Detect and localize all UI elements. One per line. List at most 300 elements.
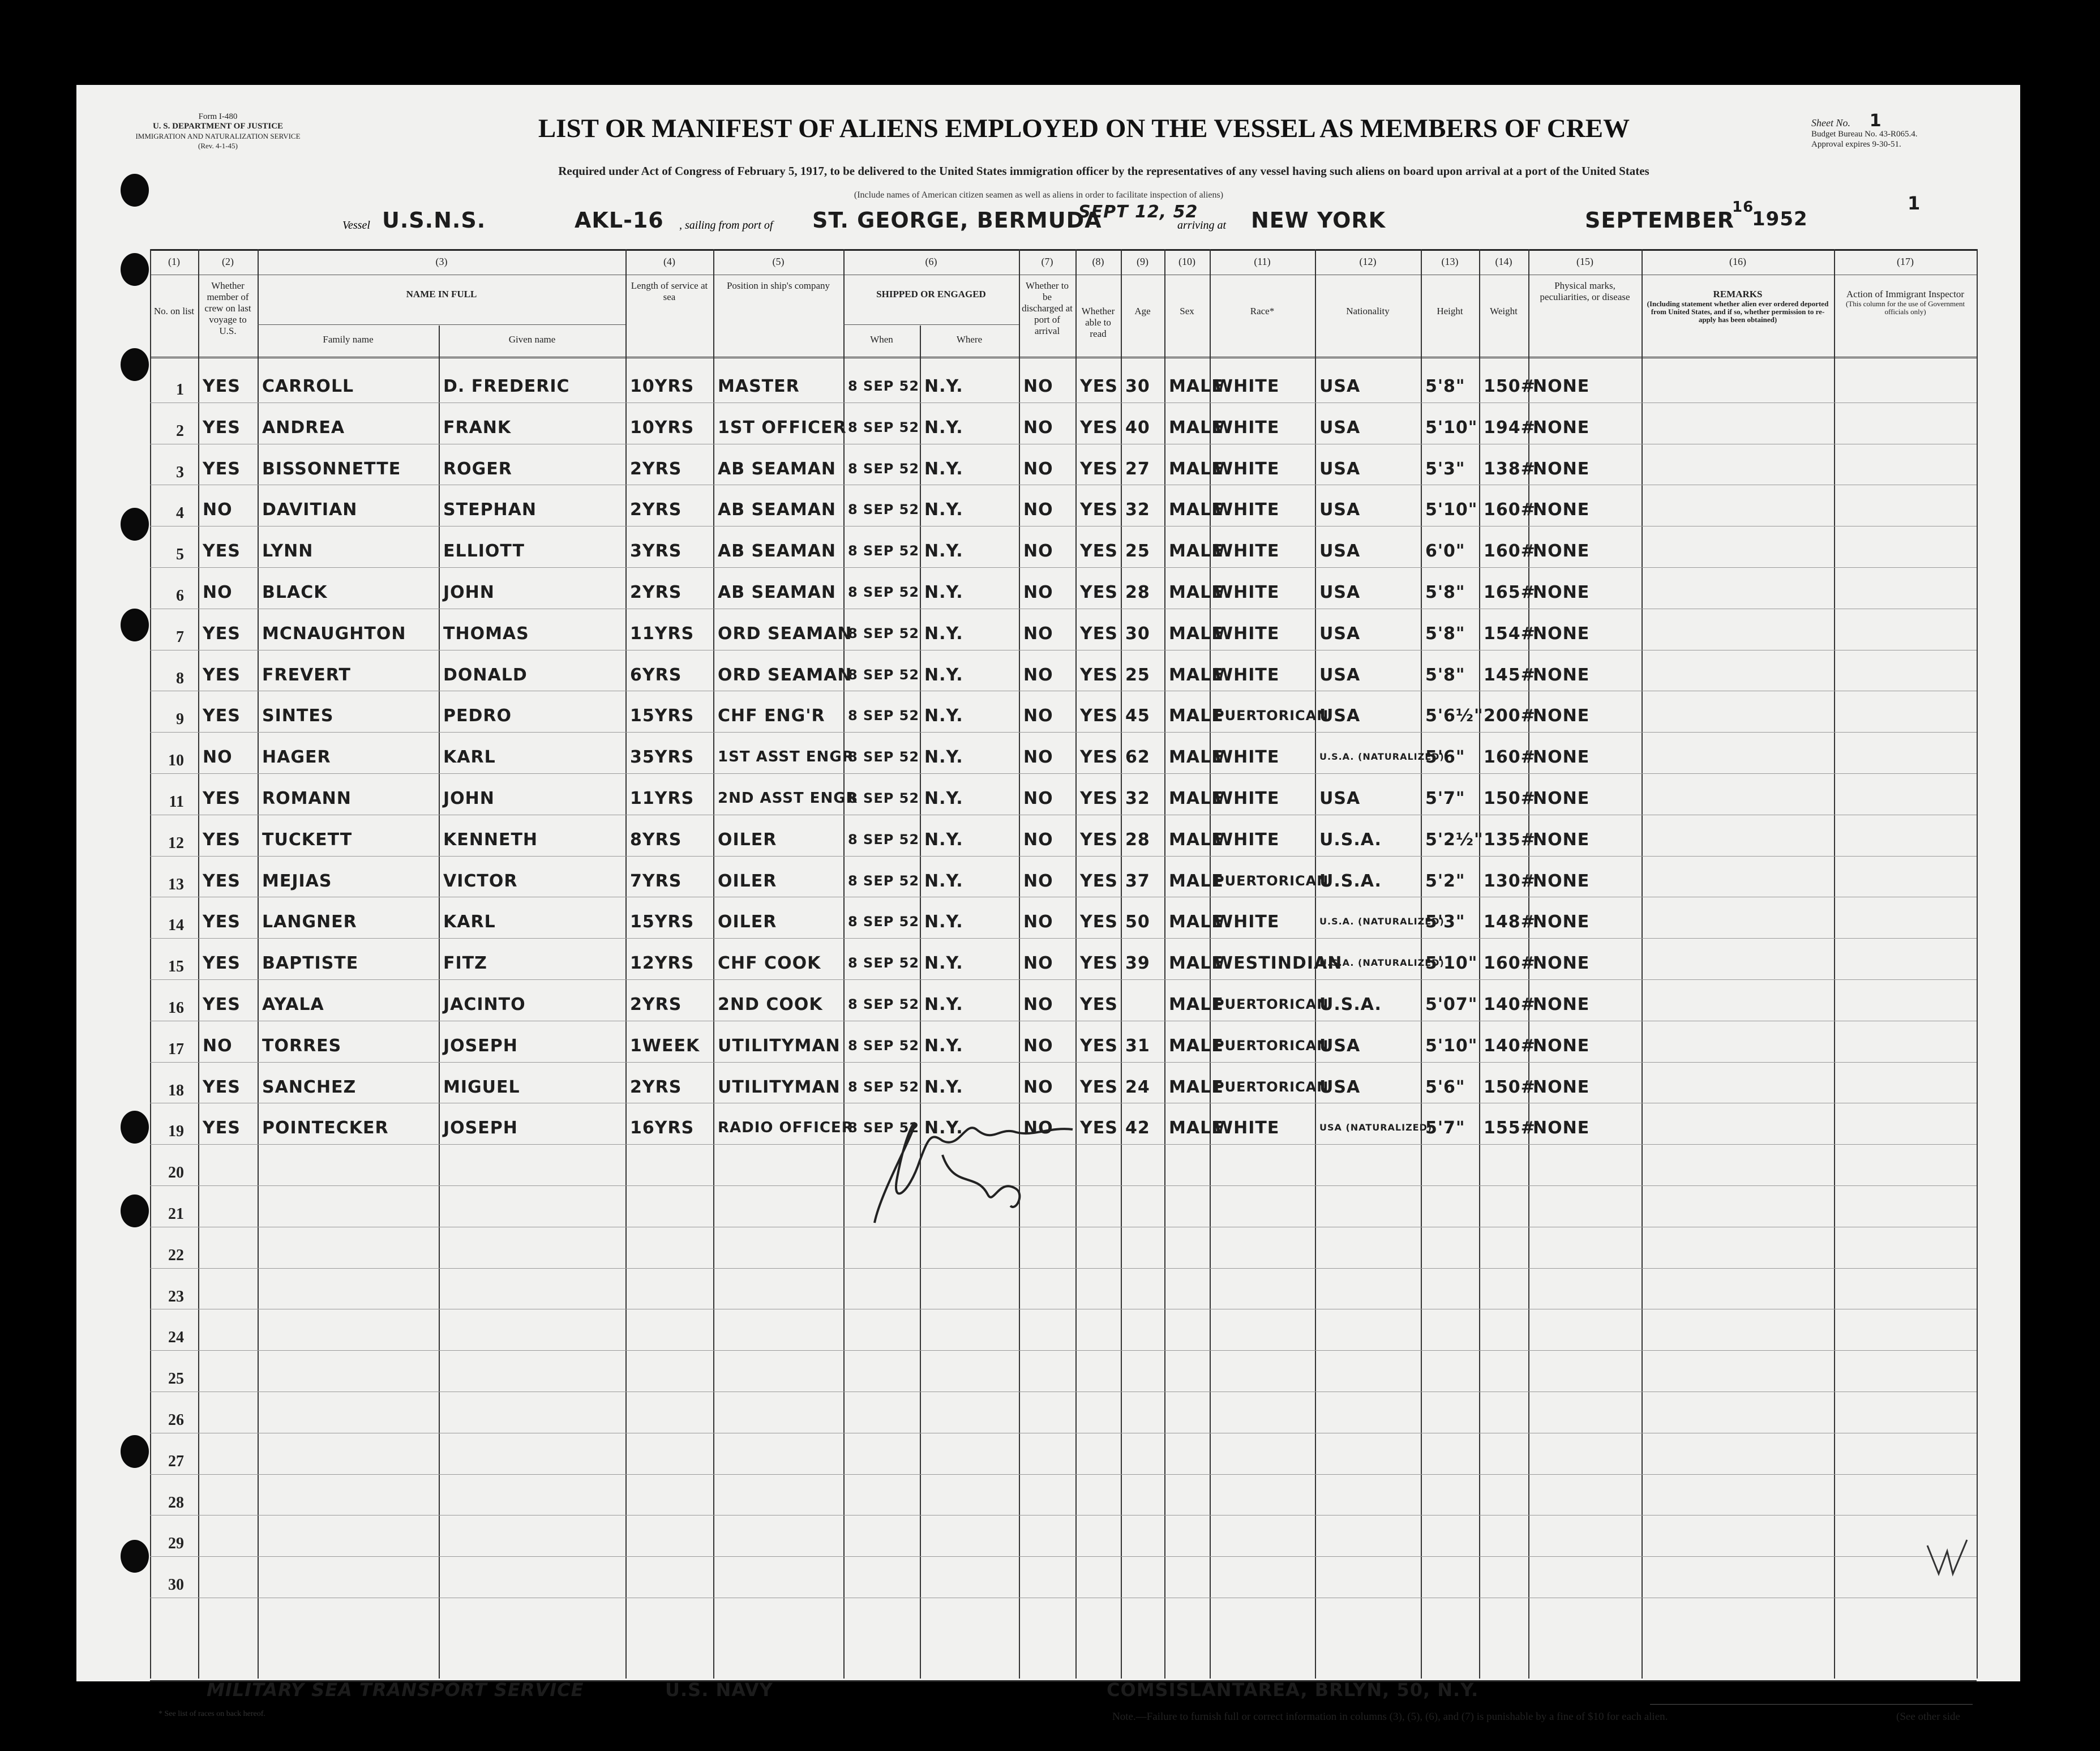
cell-crew: YES xyxy=(203,376,241,396)
cell-nat: USA xyxy=(1319,1077,1361,1097)
cell-given: THOMAS xyxy=(443,623,529,644)
punch-hole xyxy=(121,174,149,207)
cell-age: 45 xyxy=(1125,706,1150,726)
cell-sex: MALE xyxy=(1169,541,1224,562)
cell-height: 5'6" xyxy=(1425,747,1465,768)
cell-age: 32 xyxy=(1125,789,1150,808)
cell-position: RADIO OFFICER xyxy=(718,1119,854,1137)
cell-read: YES xyxy=(1080,541,1118,562)
cell-given: PEDRO xyxy=(443,706,512,726)
cell-position: UTILITYMAN xyxy=(718,1077,841,1097)
cell-where: N.Y. xyxy=(924,623,963,644)
cell-height: 5'10" xyxy=(1425,1035,1478,1056)
cell-when: 8 SEP 52 xyxy=(848,955,920,971)
cell-age: 62 xyxy=(1125,747,1150,768)
cell-read: YES xyxy=(1080,500,1118,520)
column-header: SHIPPED OR ENGAGED xyxy=(876,289,986,299)
cell-sex: MALE xyxy=(1169,500,1224,520)
cell-when: 8 SEP 52 xyxy=(848,708,920,724)
cell-service: 7YRS xyxy=(630,871,682,891)
column-number: (10) xyxy=(1178,256,1195,267)
cell-sex: MALE xyxy=(1169,1118,1224,1138)
owners: U.S. NAVY xyxy=(665,1679,773,1701)
column-header: Age xyxy=(1134,306,1151,316)
cell-position: ORD SEAMAN xyxy=(718,623,852,644)
cell-disch: NO xyxy=(1023,912,1053,932)
cell-read: YES xyxy=(1080,912,1118,932)
row-number: 27 xyxy=(168,1452,184,1470)
column-number: (1) xyxy=(168,256,180,267)
cell-age: 25 xyxy=(1125,665,1150,685)
cell-age: 50 xyxy=(1125,912,1150,932)
cell-marks: NONE xyxy=(1533,541,1590,562)
cell-crew: YES xyxy=(203,789,241,808)
cell-marks: NONE xyxy=(1533,583,1590,602)
cell-where: N.Y. xyxy=(924,829,963,850)
cell-height: 5'8" xyxy=(1425,583,1465,602)
cell-nat: U.S.A. (NATURALIZED) xyxy=(1319,751,1445,763)
cell-service: 10YRS xyxy=(630,376,695,396)
cell-nat: U.S.A. xyxy=(1319,995,1382,1014)
column-number: (14) xyxy=(1495,256,1512,267)
cell-race: WHITE xyxy=(1214,912,1280,932)
cell-where: N.Y. xyxy=(924,500,963,520)
cell-weight: 165# xyxy=(1484,583,1536,602)
row-number: 28 xyxy=(168,1493,184,1512)
officer-signature-line xyxy=(1650,1704,1973,1705)
vessel-label: Vessel xyxy=(342,219,370,232)
sheet-label: Sheet No. xyxy=(1811,117,1850,129)
cell-given: KARL xyxy=(443,912,496,932)
cell-sex: MALE xyxy=(1169,459,1224,479)
column-number: (6) xyxy=(925,256,937,267)
cell-disch: NO xyxy=(1023,417,1053,438)
cell-height: 5'8" xyxy=(1425,376,1465,396)
shipping-line: MILITARY SEA TRANSPORT SERVICE xyxy=(207,1679,584,1701)
cell-marks: NONE xyxy=(1533,1035,1590,1056)
cell-weight: 155# xyxy=(1484,1118,1536,1138)
row-number: 16 xyxy=(168,999,184,1017)
cell-age: 31 xyxy=(1125,1035,1150,1056)
cell-disch: NO xyxy=(1023,376,1053,396)
row-number: 25 xyxy=(168,1370,184,1388)
column-number: (16) xyxy=(1729,256,1746,267)
row-rule xyxy=(150,856,1977,857)
cell-nat: USA xyxy=(1319,417,1361,438)
table-border xyxy=(1977,249,1978,1679)
local-agents: COMSISLANTAREA, BRLYN, 50, N.Y. xyxy=(1107,1679,1479,1701)
row-number: 19 xyxy=(168,1123,184,1141)
cell-read: YES xyxy=(1080,583,1118,602)
cell-crew: NO xyxy=(203,1035,233,1056)
row-number: 29 xyxy=(168,1535,184,1553)
cell-family: SANCHEZ xyxy=(262,1077,357,1097)
cell-age: 40 xyxy=(1125,417,1150,438)
cell-race: PUERTORICAN xyxy=(1214,996,1329,1012)
column-note: (Including statement whether alien ever ordered deported from United States, and if so, whether permission to re-apply has been obtained) xyxy=(1647,299,1829,324)
cell-family: LYNN xyxy=(262,541,314,562)
cell-family: TUCKETT xyxy=(262,829,353,850)
row-number: 18 xyxy=(168,1081,184,1099)
cell-marks: NONE xyxy=(1533,995,1590,1014)
column-subheader: When xyxy=(870,334,893,345)
cell-service: 11YRS xyxy=(630,623,695,644)
column-divider xyxy=(439,326,440,1679)
cell-nat: USA xyxy=(1319,706,1361,726)
sheet-number: 1 xyxy=(1869,111,1882,131)
cell-service: 2YRS xyxy=(630,995,682,1014)
cell-read: YES xyxy=(1080,417,1118,438)
cell-given: DONALD xyxy=(443,665,528,685)
column-number: (4) xyxy=(663,256,675,267)
cell-age: 27 xyxy=(1125,459,1150,479)
cell-crew: YES xyxy=(203,417,241,438)
vessel-number: AKL-16 xyxy=(575,208,664,233)
cell-nat: USA xyxy=(1319,541,1361,562)
cell-race: WHITE xyxy=(1214,747,1280,768)
cell-read: YES xyxy=(1080,1077,1118,1097)
cell-age: 42 xyxy=(1125,1118,1150,1138)
cell-service: 2YRS xyxy=(630,1077,682,1097)
column-divider xyxy=(1642,249,1643,1679)
cell-where: N.Y. xyxy=(924,871,963,891)
cell-given: ELLIOTT xyxy=(443,541,525,562)
cell-service: 3YRS xyxy=(630,541,682,562)
cell-disch: NO xyxy=(1023,871,1053,891)
cell-where: N.Y. xyxy=(924,665,963,685)
cell-marks: NONE xyxy=(1533,623,1590,644)
cell-marks: NONE xyxy=(1533,459,1590,479)
cell-weight: 140# xyxy=(1484,995,1536,1014)
cell-nat: USA xyxy=(1319,789,1361,808)
cell-sex: MALE xyxy=(1169,376,1224,396)
cell-disch: NO xyxy=(1023,583,1053,602)
cell-height: 5'07" xyxy=(1425,995,1478,1014)
column-divider xyxy=(843,249,845,1679)
cell-service: 6YRS xyxy=(630,665,682,685)
sheet-info xyxy=(1811,111,1992,149)
cell-read: YES xyxy=(1080,623,1118,644)
cell-where: N.Y. xyxy=(924,706,963,726)
cell-service: 15YRS xyxy=(630,912,695,932)
punch-hole xyxy=(121,609,149,641)
cell-sex: MALE xyxy=(1169,995,1224,1014)
punch-hole xyxy=(121,508,149,541)
cell-weight: 130# xyxy=(1484,871,1536,891)
cell-when: 8 SEP 52 xyxy=(848,543,920,559)
cell-crew: YES xyxy=(203,459,241,479)
cell-read: YES xyxy=(1080,995,1118,1014)
cell-given: JOSEPH xyxy=(443,1035,518,1056)
cell-when: 8 SEP 52 xyxy=(848,378,920,394)
cell-read: YES xyxy=(1080,871,1118,891)
cell-nat: U.S.A. (NATURALIZED) xyxy=(1319,957,1445,969)
cell-position: CHF COOK xyxy=(718,953,821,974)
cell-disch: NO xyxy=(1023,623,1053,644)
cell-sex: MALE xyxy=(1169,747,1224,768)
column-header: Length of service at sea xyxy=(631,280,708,302)
cell-race: WHITE xyxy=(1214,459,1280,479)
cell-given: JACINTO xyxy=(443,995,526,1014)
row-number: 14 xyxy=(168,917,184,935)
arrival-port: NEW YORK xyxy=(1251,208,1386,233)
approval-expiry: Approval expires 9-30-51. xyxy=(1811,140,1901,149)
cell-read: YES xyxy=(1080,459,1118,479)
cell-height: 5'7" xyxy=(1425,1118,1465,1138)
cell-weight: 200# xyxy=(1484,706,1536,726)
cell-nat: USA xyxy=(1319,583,1361,602)
cell-family: LANGNER xyxy=(262,912,357,932)
cell-position: UTILITYMAN xyxy=(718,1035,841,1056)
column-number: (11) xyxy=(1254,256,1271,267)
cell-read: YES xyxy=(1080,376,1118,396)
cell-disch: NO xyxy=(1023,500,1053,520)
row-number: 10 xyxy=(168,752,184,770)
cell-position: OILER xyxy=(718,829,777,850)
cell-position: 2ND COOK xyxy=(718,995,823,1014)
cell-read: YES xyxy=(1080,747,1118,768)
cell-height: 5'8" xyxy=(1425,665,1465,685)
punch-hole xyxy=(121,1195,149,1227)
cell-marks: NONE xyxy=(1533,1077,1590,1097)
cell-read: YES xyxy=(1080,953,1118,974)
cell-sex: MALE xyxy=(1169,623,1224,644)
cell-height: 5'2½" xyxy=(1425,829,1484,850)
cell-crew: YES xyxy=(203,912,241,932)
cell-where: N.Y. xyxy=(924,1077,963,1097)
row-rule xyxy=(150,1556,1977,1557)
cell-when: 8 SEP 52 xyxy=(848,1120,920,1136)
cell-crew: YES xyxy=(203,623,241,644)
column-header: Whether able to read xyxy=(1081,306,1115,339)
cell-race: WHITE xyxy=(1214,541,1280,562)
cell-given: D. FREDERIC xyxy=(443,376,570,396)
row-number: 13 xyxy=(168,875,184,893)
cell-disch: NO xyxy=(1023,541,1053,562)
cell-height: 5'2" xyxy=(1425,871,1465,891)
arrival-year: 1952 xyxy=(1752,208,1808,230)
sailing-label: , sailing from port of xyxy=(679,219,773,232)
penalty-note: Note.—Failure to furnish full or correct information in columns (3), (5), (6), and (7) is punishable by a fine of $10 for each alien. xyxy=(1112,1711,1668,1723)
owners-label: Owners xyxy=(583,1692,619,1704)
row-number: 17 xyxy=(168,1040,184,1058)
cell-marks: NONE xyxy=(1533,417,1590,438)
cell-sex: MALE xyxy=(1169,829,1224,850)
cell-where: N.Y. xyxy=(924,953,963,974)
form-subtitle: Required under Act of Congress of February 5, 1917, to be delivered to the United States immigration officer by the representatives of any vessel having such aliens on board upon arrival at a port of the United States xyxy=(558,164,1649,178)
column-number: (17) xyxy=(1897,256,1914,267)
column-header: REMARKS (Including statement whether alien ever ordered deported from United States, and if so, whether permission to re-apply has been obtained) xyxy=(1644,289,1832,324)
cell-age: 30 xyxy=(1125,376,1150,396)
cell-given: FRANK xyxy=(443,417,512,438)
department-name: U. S. DEPARTMENT OF JUSTICE xyxy=(152,122,284,131)
cell-read: YES xyxy=(1080,1035,1118,1056)
cell-when: 8 SEP 52 xyxy=(848,460,920,477)
cell-age: 25 xyxy=(1125,541,1150,562)
cell-read: YES xyxy=(1080,706,1118,726)
cell-age: 30 xyxy=(1125,623,1150,644)
cell-height: 5'10" xyxy=(1425,417,1478,438)
cell-family: HAGER xyxy=(262,747,331,768)
cell-when: 8 SEP 52 xyxy=(848,790,920,806)
cell-family: BAPTISTE xyxy=(262,953,359,974)
cell-marks: NONE xyxy=(1533,706,1590,726)
cell-weight: 160# xyxy=(1484,747,1536,768)
cell-crew: YES xyxy=(203,1118,241,1138)
punch-hole xyxy=(121,348,149,381)
column-header: Whether member of crew on last voyage to U.S. xyxy=(204,280,251,336)
cell-marks: NONE xyxy=(1533,665,1590,685)
cell-read: YES xyxy=(1080,1118,1118,1138)
cell-height: 5'3" xyxy=(1425,912,1465,932)
cell-position: OILER xyxy=(718,871,777,891)
cell-crew: YES xyxy=(203,871,241,891)
cell-service: 15YRS xyxy=(630,706,695,726)
cell-crew: YES xyxy=(203,995,241,1014)
cell-position: 1ST OFFICER xyxy=(718,417,847,438)
column-header: Nationality xyxy=(1346,306,1390,316)
cell-crew: YES xyxy=(203,665,241,685)
cell-height: 5'10" xyxy=(1425,500,1478,520)
cell-when: 8 SEP 52 xyxy=(848,666,920,683)
manifest-footer xyxy=(76,1681,2020,1727)
row-number: 21 xyxy=(168,1205,184,1223)
crew-table-frame xyxy=(150,249,1977,1682)
corner-mark: 1 xyxy=(1908,192,1921,214)
column-divider xyxy=(198,249,199,1679)
cell-weight: 154# xyxy=(1484,623,1536,644)
cell-marks: NONE xyxy=(1533,500,1590,520)
cell-weight: 150# xyxy=(1484,1077,1536,1097)
cell-marks: NONE xyxy=(1533,912,1590,932)
cell-disch: NO xyxy=(1023,747,1053,768)
column-number: (12) xyxy=(1359,256,1377,267)
row-number: 5 xyxy=(176,546,184,564)
column-subheader: Where xyxy=(956,334,983,345)
cell-position: AB SEAMAN xyxy=(718,459,837,479)
arriving-label: arriving at xyxy=(1177,219,1227,232)
cell-race: PUERTORICAN xyxy=(1214,708,1329,724)
row-rule xyxy=(150,938,1977,939)
row-number: 11 xyxy=(169,793,184,811)
cell-where: N.Y. xyxy=(924,1118,963,1138)
punch-hole xyxy=(121,1435,149,1468)
cell-given: STEPHAN xyxy=(443,500,537,520)
column-header: Sex xyxy=(1180,306,1194,316)
cell-age: 32 xyxy=(1125,500,1150,520)
cell-race: WHITE xyxy=(1214,829,1280,850)
cell-read: YES xyxy=(1080,665,1118,685)
cell-where: N.Y. xyxy=(924,747,963,768)
table-border xyxy=(150,249,151,1679)
cell-position: AB SEAMAN xyxy=(718,583,837,602)
row-number: 20 xyxy=(168,1164,184,1182)
cell-where: N.Y. xyxy=(924,376,963,396)
cell-nat: USA xyxy=(1319,623,1361,644)
cell-family: FREVERT xyxy=(262,665,352,685)
cell-service: 10YRS xyxy=(630,417,695,438)
cell-nat: USA (NATURALIZED) xyxy=(1319,1122,1433,1133)
row-rule xyxy=(150,732,1977,733)
row-rule xyxy=(150,979,1977,980)
cell-race: WHITE xyxy=(1214,623,1280,644)
cell-position: AB SEAMAN xyxy=(718,500,837,520)
column-header: Weight xyxy=(1490,306,1518,316)
column-number: (9) xyxy=(1137,256,1148,267)
agents-label: Local Agents xyxy=(1022,1692,1081,1704)
cell-disch: NO xyxy=(1023,1118,1053,1138)
column-header: Race* xyxy=(1250,306,1275,316)
cell-disch: NO xyxy=(1023,459,1053,479)
column-divider xyxy=(1075,249,1077,1679)
cell-race: WHITE xyxy=(1214,1118,1280,1138)
row-number: 24 xyxy=(168,1329,184,1347)
cell-marks: NONE xyxy=(1533,747,1590,768)
cell-sex: MALE xyxy=(1169,953,1224,974)
races-note: * See list of races on back hereof. xyxy=(158,1710,265,1718)
column-divider xyxy=(920,326,921,1679)
subheader-divider xyxy=(258,324,625,325)
inspector-signature xyxy=(829,1110,1146,1234)
cell-crew: YES xyxy=(203,1077,241,1097)
cell-marks: NONE xyxy=(1533,953,1590,974)
cell-family: MEJIAS xyxy=(262,871,332,891)
column-divider xyxy=(625,249,627,1679)
cell-service: 16YRS xyxy=(630,1118,695,1138)
cell-when: 8 SEP 52 xyxy=(848,749,920,765)
cell-height: 5'6" xyxy=(1425,1077,1465,1097)
cell-race: PUERTORICAN xyxy=(1214,1078,1329,1095)
cell-disch: NO xyxy=(1023,706,1053,726)
cell-when: 8 SEP 52 xyxy=(848,419,920,435)
cell-crew: NO xyxy=(203,583,233,602)
cell-given: JOSEPH xyxy=(443,1118,518,1138)
column-divider xyxy=(713,249,714,1679)
row-rule xyxy=(150,773,1977,774)
cell-race: WESTINDIAN xyxy=(1214,953,1343,974)
cell-given: ROGER xyxy=(443,459,512,479)
cell-service: 12YRS xyxy=(630,953,695,974)
cell-service: 11YRS xyxy=(630,789,695,808)
revision-date: (Rev. 4-1-45) xyxy=(198,142,238,150)
cell-disch: NO xyxy=(1023,665,1053,685)
row-number: 4 xyxy=(176,504,184,523)
cell-race: PUERTORICAN xyxy=(1214,1037,1329,1054)
column-note: (This column for the use of Government officials only) xyxy=(1845,299,1965,316)
column-number: (8) xyxy=(1092,256,1104,267)
cell-race: WHITE xyxy=(1214,500,1280,520)
cell-height: 5'3" xyxy=(1425,459,1465,479)
cell-where: N.Y. xyxy=(924,789,963,808)
cell-weight: 160# xyxy=(1484,953,1536,974)
cell-weight: 148# xyxy=(1484,912,1536,932)
row-number: 2 xyxy=(176,422,184,440)
cell-sex: MALE xyxy=(1169,789,1224,808)
officer-label: Immigration Officer xyxy=(1542,1692,1634,1704)
cell-where: N.Y. xyxy=(924,912,963,932)
column-header: NAME IN FULL xyxy=(406,289,477,299)
cell-when: 8 SEP 52 xyxy=(848,831,920,847)
column-number: (15) xyxy=(1576,256,1593,267)
cell-height: 5'10" xyxy=(1425,953,1478,974)
row-number: 15 xyxy=(168,958,184,976)
cell-given: KENNETH xyxy=(443,829,538,850)
punch-hole xyxy=(121,1540,149,1573)
line-label: Line xyxy=(158,1692,179,1704)
cell-where: N.Y. xyxy=(924,583,963,602)
row-rule xyxy=(150,1350,1977,1351)
cell-nat: USA xyxy=(1319,376,1361,396)
